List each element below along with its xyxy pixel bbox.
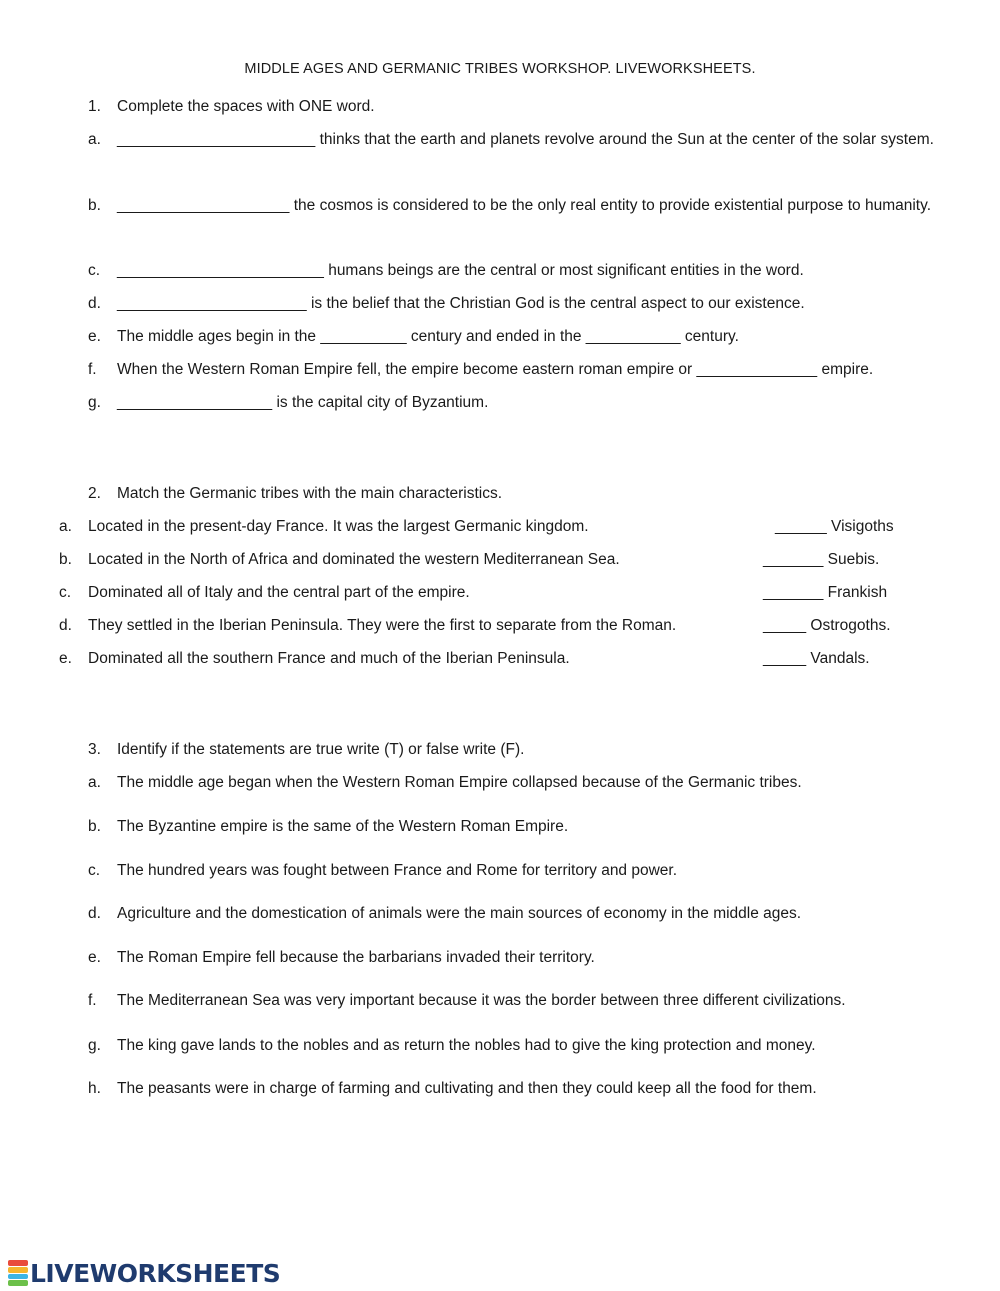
section3-heading: Identify if the statements are true write (T) or false write (F). (117, 741, 525, 758)
section2-heading: Match the Germanic tribes with the main characteristics. (117, 485, 503, 502)
worksheet-title: MIDDLE AGES AND GERMANIC TRIBES WORKSHOP. LIVEWORKSHEETS. (244, 61, 756, 77)
s2-item-text: Dominated all of Italy and the central part of the empire. (88, 584, 470, 601)
s3-item-text: The peasants were in charge of farming and cultivating and then they could keep all the food for them. (117, 1080, 817, 1097)
s3-item-label: a. (88, 774, 101, 791)
section3-number: 3. (88, 741, 101, 758)
s2-match-option: ______ Visigoths (775, 518, 894, 535)
s1-item-text: When the Western Roman Empire fell, the empire become eastern roman empire or ______________ empire. (117, 361, 874, 378)
s2-item-text: Located in the North of Africa and dominated the western Mediterranean Sea. (88, 551, 620, 568)
s3-item-label: b. (88, 818, 101, 835)
s2-item-label: e. (59, 650, 72, 667)
s1-item-label: d. (88, 295, 101, 312)
s1-item-label: a. (88, 131, 101, 148)
section1-number: 1. (88, 98, 101, 115)
s3-item-label: h. (88, 1080, 101, 1097)
s1-item-text: ________________________ humans beings are the central or most significant entities in the word. (117, 262, 804, 279)
s2-match-option: _____ Ostrogoths. (763, 617, 891, 634)
s3-item-text: The hundred years was fought between France and Rome for territory and power. (117, 862, 678, 879)
s3-item-text: Agriculture and the domestication of animals were the main sources of economy in the middle ages. (117, 905, 802, 922)
s1-item-label: f. (88, 361, 97, 378)
s3-item-label: f. (88, 992, 97, 1009)
s3-item-text: The king gave lands to the nobles and as return the nobles had to give the king protection and money. (117, 1037, 816, 1054)
s2-item-text: They settled in the Iberian Peninsula. They were the first to separate from the Roman. (88, 617, 677, 634)
s2-item-text: Dominated all the southern France and much of the Iberian Peninsula. (88, 650, 570, 667)
s3-item-text: The Mediterranean Sea was very important because it was the border between three different civilizations. (117, 992, 846, 1009)
s2-item-label: a. (59, 518, 72, 535)
liveworksheets-logo[interactable] (8, 1258, 280, 1288)
s1-item-text: _______________________ thinks that the earth and planets revolve around the Sun at the center of the solar system. (117, 131, 934, 148)
s1-item-text: ____________________ the cosmos is considered to be the only real entity to provide existential purpose to humanity. (117, 197, 931, 214)
s3-item-label: g. (88, 1037, 101, 1054)
s1-item-text: ______________________ is the belief that the Christian God is the central aspect to our existence. (117, 295, 805, 312)
s3-item-text: The Byzantine empire is the same of the Western Roman Empire. (117, 818, 569, 835)
s2-item-label: b. (59, 551, 72, 568)
s1-item-label: g. (88, 394, 101, 411)
s2-item-label: d. (59, 617, 72, 634)
s3-item-label: e. (88, 949, 101, 966)
s2-match-option: _____ Vandals. (763, 650, 870, 667)
s3-item-label: d. (88, 905, 101, 922)
s2-match-option: _______ Frankish (763, 584, 888, 601)
s3-item-text: The middle age began when the Western Roman Empire collapsed because of the Germanic tribes. (117, 774, 802, 791)
section2-number: 2. (88, 485, 101, 502)
s2-item-text: Located in the present-day France. It was the largest Germanic kingdom. (88, 518, 589, 535)
s1-item-text: The middle ages begin in the __________ century and ended in the ___________ century. (117, 328, 739, 345)
s1-item-label: e. (88, 328, 101, 345)
logo-mark-icon (8, 1260, 28, 1286)
s2-item-label: c. (59, 584, 72, 601)
section1-heading: Complete the spaces with ONE word. (117, 98, 375, 115)
s2-match-option: _______ Suebis. (763, 551, 880, 568)
logo-text: LIVEWORKSHEETS (30, 1258, 281, 1288)
s3-item-text: The Roman Empire fell because the barbarians invaded their territory. (117, 949, 595, 966)
s1-item-label: b. (88, 197, 101, 214)
s3-item-label: c. (88, 862, 101, 879)
s1-item-text: __________________ is the capital city of Byzantium. (117, 394, 489, 411)
s1-item-label: c. (88, 262, 101, 279)
